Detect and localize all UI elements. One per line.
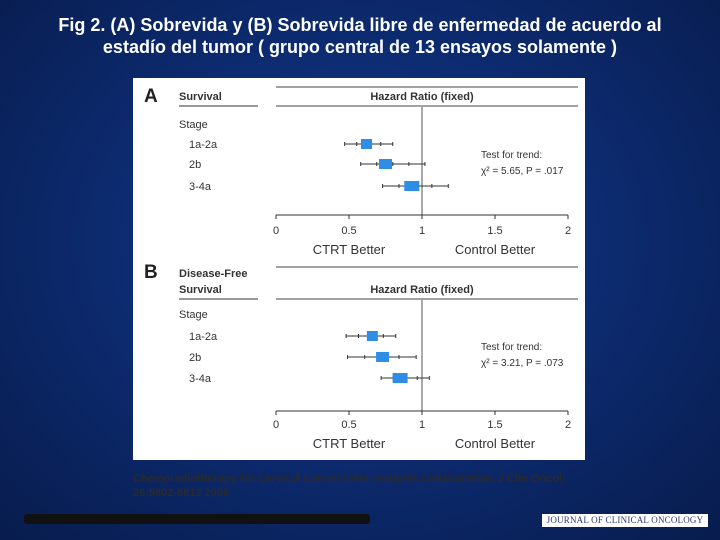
slide-title	[0, 14, 720, 58]
citation	[133, 472, 693, 500]
group-label: Stage	[179, 119, 208, 131]
x-tick-label: 0	[272, 225, 280, 237]
category-label: 2b	[189, 159, 202, 171]
point-estimate-marker	[367, 331, 378, 341]
x-tick-label: 1	[418, 419, 426, 431]
point-estimate-marker	[393, 373, 408, 383]
point-estimate-marker	[361, 139, 372, 149]
panel-label: B	[144, 262, 158, 283]
hazard-ratio-header: Hazard Ratio (fixed)	[370, 284, 474, 296]
panel-label: A	[144, 86, 158, 107]
point-estimate-marker	[404, 181, 419, 191]
trend-statistic: χ² = 5.65, P = .017	[481, 166, 564, 177]
x-tick-label: 1.5	[487, 419, 503, 431]
category-label: 3-4a	[189, 373, 212, 385]
right-direction-label: Control Better	[454, 436, 536, 451]
x-tick-label: 2	[564, 225, 572, 237]
x-tick-label: 1.5	[487, 225, 503, 237]
hazard-ratio-header: Hazard Ratio (fixed)	[370, 91, 474, 103]
category-label: 1a-2a	[189, 331, 218, 343]
right-direction-label: Control Better	[454, 242, 536, 257]
category-label: 1a-2a	[189, 139, 218, 151]
group-label: Stage	[179, 309, 208, 321]
category-label: 2b	[189, 352, 202, 364]
point-estimate-marker	[376, 352, 389, 362]
left-direction-label: CTRT Better	[312, 242, 386, 257]
redacted-bar	[24, 514, 370, 524]
point-estimate-marker	[379, 159, 392, 169]
x-tick-label: 0.5	[341, 419, 357, 431]
outcome-label: Survival	[179, 91, 222, 103]
citation-line-2: 26:5802-5812 2008	[133, 487, 230, 499]
x-tick-label: 1	[418, 225, 426, 237]
outcome-label: Disease-Free	[179, 268, 248, 280]
title-line-1: Fig 2. (A) Sobrevida y (B) Sobrevida libre de enfermedad de acuerdo al	[58, 15, 662, 35]
citation-line-1: Chemoradiotherapy for Cervical Cancer Meta-Analysis Collaboration, J Clin Oncol;	[133, 473, 566, 485]
title-line-2: estadío del tumor ( grupo central de 13 ensayos solamente )	[102, 37, 618, 57]
trend-label: Test for trend:	[481, 150, 543, 161]
outcome-label: Survival	[179, 284, 222, 296]
trend-statistic: χ² = 3.21, P = .073	[481, 358, 564, 369]
journal-logo: JOURNAL OF CLINICAL ONCOLOGY	[542, 514, 708, 527]
trend-label: Test for trend:	[481, 342, 543, 353]
x-tick-label: 0.5	[341, 225, 357, 237]
forest-plot-panel	[133, 78, 585, 460]
forest-plot-svg	[133, 78, 585, 460]
x-tick-label: 2	[564, 419, 572, 431]
x-tick-label: 0	[272, 419, 280, 431]
left-direction-label: CTRT Better	[312, 436, 386, 451]
category-label: 3-4a	[189, 181, 212, 193]
